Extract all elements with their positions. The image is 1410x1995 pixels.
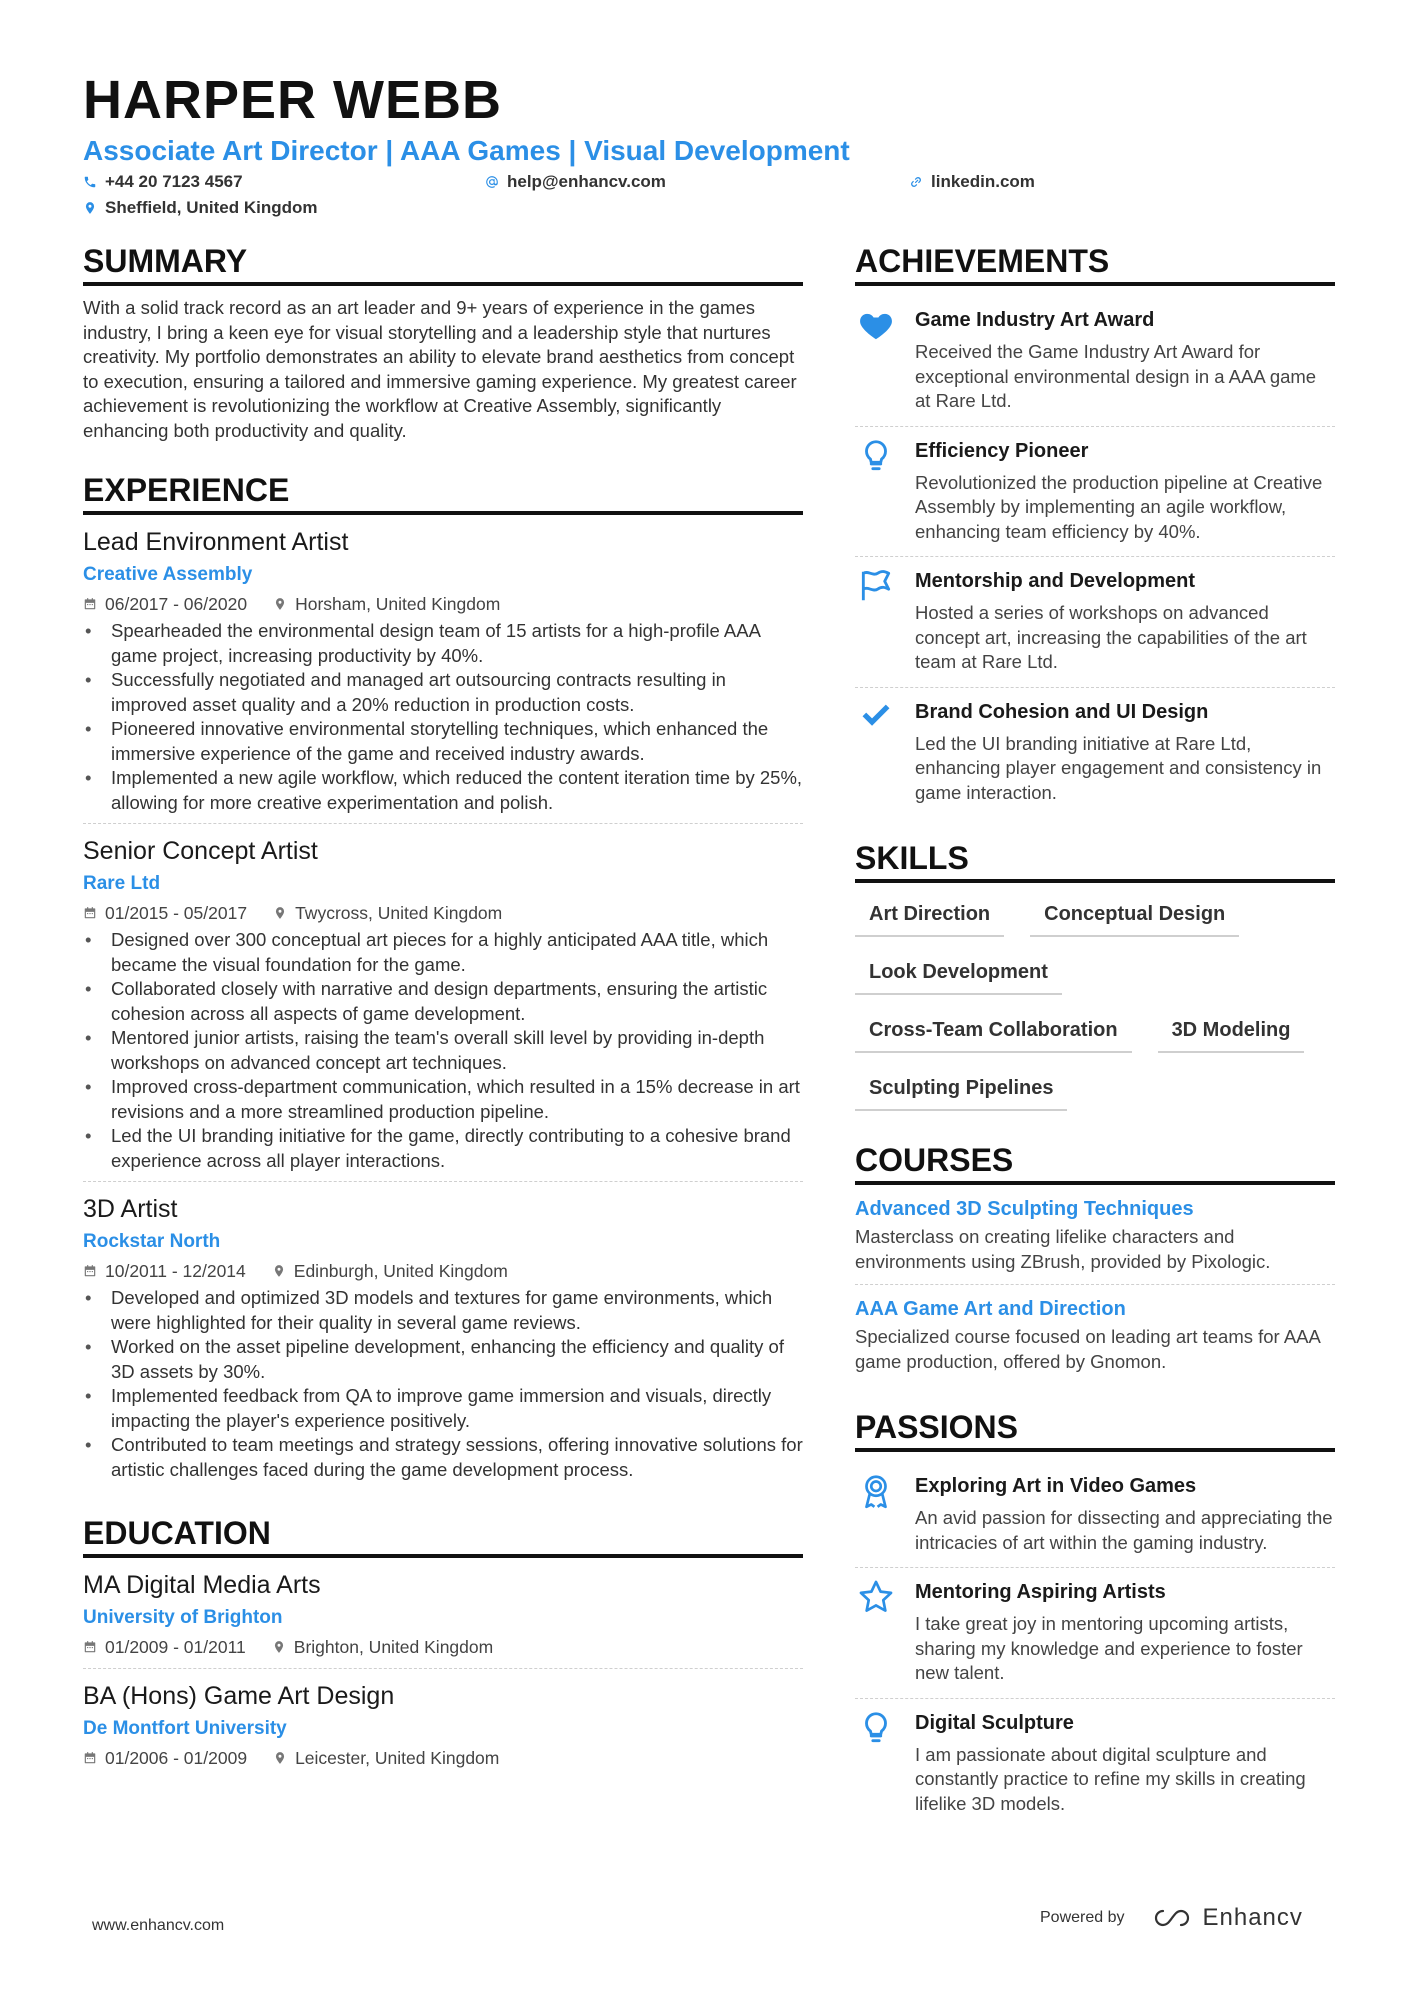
contact-info xyxy=(83,172,1343,228)
achievement-item xyxy=(855,427,1335,558)
course-item xyxy=(855,1195,1335,1285)
achievements-heading: ACHIEVEMENTS xyxy=(855,240,1335,286)
education-entry xyxy=(83,1679,803,1779)
job-title: Lead Environment Artist xyxy=(83,528,349,556)
course-desc: Masterclass on creating lifelike characters and environments using ZBrush, provided by Pixologic. xyxy=(855,1226,1271,1272)
passion-item xyxy=(855,1568,1335,1699)
education-meta xyxy=(83,1745,803,1771)
education-dates: 01/2009 - 01/2011 xyxy=(105,1637,246,1657)
passion-desc: I take great joy in mentoring upcoming artists, sharing my knowledge and experience to foster new talent. xyxy=(915,1613,1303,1683)
job-location: Horsham, United Kingdom xyxy=(295,594,501,614)
job-title: 3D Artist xyxy=(83,1195,178,1223)
bullet-item: • Successfully negotiated and managed art outsourcing contracts resulting in improved asset quality and a 20% reduction in production costs. xyxy=(83,668,803,717)
passion-desc: I am passionate about digital sculpture and constantly practice to refine my skills in creating lifelike 3D models. xyxy=(915,1743,1306,1814)
passions-section xyxy=(855,1406,1335,1828)
right-column xyxy=(855,240,1335,1854)
bullet-item: • Spearheaded the environmental design team of 15 artists for a high-profile AAA game project, increasing productivity by 40%. xyxy=(83,619,803,668)
passion-title: Mentoring Aspiring Artists xyxy=(915,1581,1166,1603)
achievement-item xyxy=(855,557,1335,688)
education-location: Brighton, United Kingdom xyxy=(293,1637,494,1657)
phone-text: +44 20 7123 4567 xyxy=(105,172,243,191)
degree-title: BA (Hons) Game Art Design xyxy=(83,1682,395,1710)
footer-branding xyxy=(1040,1904,1303,1932)
achievement-desc: Led the UI branding initiative at Rare Ltd, enhancing player engagement and consistency in game interaction. xyxy=(915,732,1322,803)
course-title[interactable]: AAA Game Art and Direction xyxy=(855,1298,1126,1320)
star-icon xyxy=(857,1578,895,1616)
job-dates: 01/2015 - 05/2017 xyxy=(105,903,248,923)
course-title[interactable]: Advanced 3D Sculpting Techniques xyxy=(855,1198,1194,1220)
passions-heading: PASSIONS xyxy=(855,1406,1335,1452)
location-pin-icon xyxy=(272,1264,286,1278)
achievements-section xyxy=(855,240,1335,817)
bullet-item: • Designed over 300 conceptual art pieces for a highly anticipated AAA title, which became the visual foundation for the game. xyxy=(83,928,803,977)
achievement-item xyxy=(855,296,1335,427)
job-dates: 10/2011 - 12/2014 xyxy=(105,1261,246,1281)
job-location: Edinburgh, United Kingdom xyxy=(293,1261,508,1281)
passion-title: Digital Sculpture xyxy=(915,1711,1074,1734)
bullet-item: • Implemented feedback from QA to improve game immersion and visuals, directly impacting the player's experience positively. xyxy=(83,1384,803,1433)
contact-email[interactable] xyxy=(485,172,666,192)
skills-section xyxy=(855,837,1335,1111)
achievement-title: Game Industry Art Award xyxy=(915,309,1155,331)
education-heading: EDUCATION xyxy=(83,1512,803,1558)
at-icon xyxy=(485,175,499,189)
bullet-item: • Worked on the asset pipeline development, enhancing the efficiency and quality of 3D assets by 30%. xyxy=(83,1335,803,1384)
education-entry xyxy=(83,1568,803,1669)
lightbulb-icon xyxy=(857,1709,895,1747)
enhancv-logo[interactable] xyxy=(1149,1904,1303,1932)
location-pin-icon xyxy=(83,201,97,215)
education-meta xyxy=(83,1634,803,1660)
job-bullets xyxy=(83,1286,803,1482)
enhancv-brand-text: Enhancv xyxy=(1202,1904,1303,1931)
skill-tag: Art Direction xyxy=(855,897,1004,937)
job-location: Twycross, United Kingdom xyxy=(295,903,503,923)
contact-phone[interactable] xyxy=(83,172,243,192)
linkedin-text: linkedin.com xyxy=(931,172,1035,191)
calendar-icon xyxy=(83,1640,97,1654)
location-pin-icon xyxy=(273,597,287,611)
bullet-item: • Led the UI branding initiative for the game, directly contributing to a cohesive brand experience across all player interactions. xyxy=(83,1124,803,1173)
bullet-item: • Mentored junior artists, raising the team's overall skill level by providing in-depth workshops on advanced concept art techniques. xyxy=(83,1026,803,1075)
company-name[interactable]: Rockstar North xyxy=(83,1231,221,1252)
job-bullets xyxy=(83,619,803,815)
course-item xyxy=(855,1295,1335,1384)
bullet-item: • Pioneered innovative environmental storytelling techniques, which enhanced the immersive experience of the game and received industry awards. xyxy=(83,717,803,766)
courses-heading: COURSES xyxy=(855,1139,1335,1185)
course-desc: Specialized course focused on leading art teams for AAA game production, offered by Gnomon. xyxy=(855,1326,1320,1372)
passion-item xyxy=(855,1699,1335,1829)
experience-entry xyxy=(83,525,803,824)
school-name[interactable]: De Montfort University xyxy=(83,1718,287,1739)
degree-title: MA Digital Media Arts xyxy=(83,1571,321,1599)
job-meta xyxy=(83,591,803,617)
achievement-desc: Received the Game Industry Art Award for exceptional environmental design in a AAA game at Rare Ltd. xyxy=(915,341,1317,411)
skill-tag: 3D Modeling xyxy=(1158,1013,1305,1053)
bullet-item: • Developed and optimized 3D models and textures for game environments, which were highlighted for their quality in several game reviews. xyxy=(83,1286,803,1335)
lightbulb-icon xyxy=(857,437,895,475)
company-name[interactable]: Rare Ltd xyxy=(83,873,161,894)
calendar-icon xyxy=(83,597,97,611)
achievement-item xyxy=(855,688,1335,818)
achievement-desc: Revolutionized the production pipeline at Creative Assembly by implementing an agile workflow, enhancing team efficiency by 40%. xyxy=(915,471,1323,542)
school-name[interactable]: University of Brighton xyxy=(83,1607,283,1628)
job-bullets xyxy=(83,928,803,1173)
job-dates: 06/2017 - 06/2020 xyxy=(105,594,248,614)
enhancv-logo-icon xyxy=(1149,1906,1195,1930)
job-title: Senior Concept Artist xyxy=(83,837,318,865)
heart-icon xyxy=(857,306,895,344)
summary-section xyxy=(83,240,803,443)
candidate-title: Associate Art Director | AAA Games | Visual Development xyxy=(83,135,850,166)
skill-tag: Cross-Team Collaboration xyxy=(855,1013,1132,1053)
contact-location xyxy=(83,198,318,218)
location-pin-icon xyxy=(273,906,287,920)
email-text: help@enhancv.com xyxy=(507,172,666,191)
footer-website[interactable]: www.enhancv.com xyxy=(92,1917,225,1934)
location-text: Sheffield, United Kingdom xyxy=(105,198,318,217)
left-column xyxy=(83,240,803,1805)
job-meta xyxy=(83,900,803,926)
bullet-item: • Implemented a new agile workflow, which reduced the content iteration time by 25%, allowing for more creative experimentation and polish. xyxy=(83,766,803,815)
location-pin-icon xyxy=(273,1751,287,1765)
achievement-title: Mentorship and Development xyxy=(915,570,1196,592)
summary-text: With a solid track record as an art leader and 9+ years of experience in the games industry, I bring a keen eye for visual storytelling and a leadership style that nurtures creativity. My portfolio demonstrates an ability to elevate brand aesthetics from concept to execution, ensuring a tailored and immersive gaming experience. My greatest career achievement is revolutionizing the workflow at Creative Assembly, significantly enhancing both productivity and quality. xyxy=(83,297,797,441)
achievement-title: Brand Cohesion and UI Design xyxy=(915,700,1209,723)
phone-icon xyxy=(83,175,97,189)
skill-tag: Sculpting Pipelines xyxy=(855,1071,1067,1111)
calendar-icon xyxy=(83,1751,97,1765)
bullet-item: • Improved cross-department communication, which resulted in a 15% decrease in art revisions and a more streamlined production pipeline. xyxy=(83,1075,803,1124)
resume-header xyxy=(83,70,1343,228)
achievement-desc: Hosted a series of workshops on advanced concept art, increasing the capabilities of the art team at Rare Ltd. xyxy=(915,602,1307,672)
passion-title: Exploring Art in Video Games xyxy=(915,1475,1197,1497)
skills-heading: SKILLS xyxy=(855,837,1335,883)
powered-by-text: Powered by xyxy=(1040,1909,1125,1926)
flag-icon xyxy=(857,567,895,605)
company-name[interactable]: Creative Assembly xyxy=(83,564,253,585)
skill-tag: Conceptual Design xyxy=(1030,897,1239,937)
education-dates: 01/2006 - 01/2009 xyxy=(105,1748,248,1768)
contact-linkedin[interactable] xyxy=(909,172,1035,192)
education-location: Leicester, United Kingdom xyxy=(295,1748,500,1768)
calendar-icon xyxy=(83,906,97,920)
checkmark-icon xyxy=(857,698,895,736)
experience-entry xyxy=(83,1192,803,1490)
skill-tag: Look Development xyxy=(855,955,1062,995)
candidate-name: HARPER WEBB xyxy=(83,70,503,130)
bullet-item: • Collaborated closely with narrative and design departments, ensuring the artistic cohesion across all aspects of game development. xyxy=(83,977,803,1026)
link-icon xyxy=(909,175,923,189)
job-meta xyxy=(83,1258,803,1284)
location-pin-icon xyxy=(272,1640,286,1654)
passion-item xyxy=(855,1462,1335,1568)
skills-list xyxy=(855,893,1335,1111)
summary-heading: SUMMARY xyxy=(83,240,803,286)
experience-entry xyxy=(83,834,803,1182)
achievement-title: Efficiency Pioneer xyxy=(915,439,1089,462)
experience-heading: EXPERIENCE xyxy=(83,469,803,515)
courses-section xyxy=(855,1139,1335,1384)
passion-desc: An avid passion for dissecting and appreciating the intricacies of art within the gaming industry. xyxy=(915,1507,1333,1553)
award-ribbon-icon xyxy=(857,1472,895,1510)
experience-section xyxy=(83,469,803,1490)
bullet-item: • Contributed to team meetings and strategy sessions, offering innovative solutions for artistic challenges faced during the game development process. xyxy=(83,1433,803,1482)
education-section xyxy=(83,1512,803,1779)
calendar-icon xyxy=(83,1264,97,1278)
